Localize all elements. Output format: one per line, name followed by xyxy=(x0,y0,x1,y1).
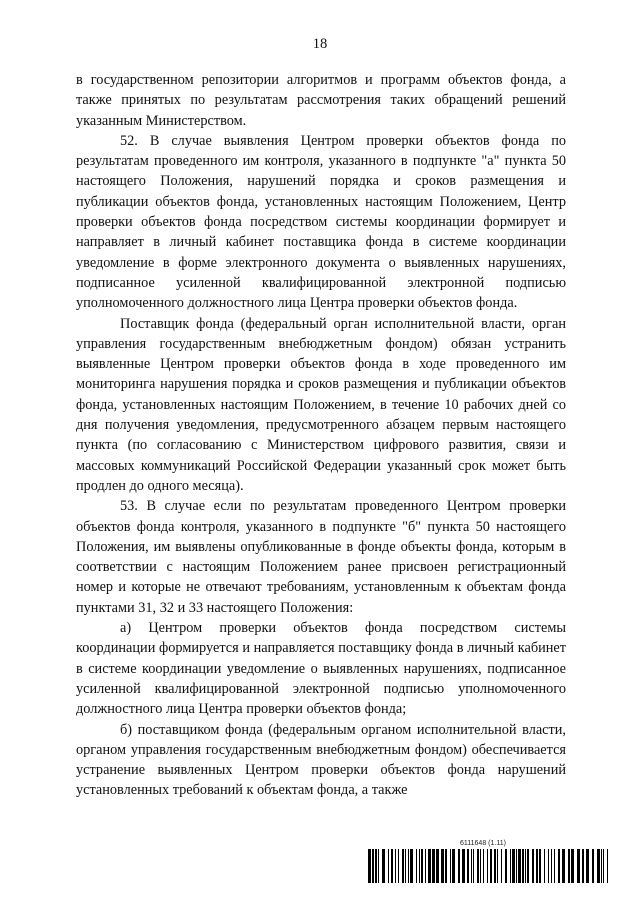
paragraph-item-52: 52. В случае выявления Центром проверки объектов фонда по результатам проведенного им контроля, указанного в подпункте "а" пункта 50 настоящего Положения, нарушений порядка и сроков размещения и публикации объектов фонда, установленных настоящим Положением, Центр проверки объектов фонда посредством системы координации формирует и направляет в личный кабинет поставщика фонда в системе координации уведомление в форме электронного документа о выявленных нарушениях, подписанное усиленной квалифицированной электронной подписью уполномоченного должностного лица Центра проверки объектов фонда. xyxy=(76,132,566,312)
paragraph-continuation: в государственном репозитории алгоритмов и программ объектов фонда, а также принятых по результатам рассмотрения таких обращений решений указанным Министерством. xyxy=(76,72,566,129)
paragraph-item-53: 53. В случае если по результатам проведенного Центром проверки объектов фонда контроля, указанного в подпункте "б" пункта 50 настоящего Положения, им выявлены опубликованные в фонде объекты фонда, которым в соответствии с настоящим Положением ранее присвоен регистрационный номер и которые не отвечают требованиям, установленным к объектам фонда пунктами 31, 32 и 33 настоящего Положения: xyxy=(76,498,566,616)
barcode-icon xyxy=(368,849,608,883)
paragraph-subitem-b: б) поставщиком фонда (федеральным органом исполнительной власти, органом управления государственным внебюджетным фондом) обеспечивается устранение выявленных Центром проверки объектов фонда нарушений установленных требований к объектам фонда, а также xyxy=(76,721,566,799)
document-barcode xyxy=(368,840,608,885)
paragraph-supplier-obligation: Поставщик фонда (федеральный орган исполнительной власти, орган управления государственным внебюджетным фондом) обязан устранить выявленные Центром проверки объектов фонда в ходе проведенного им мониторинга нарушения порядка и сроков размещения и публикации объектов фонда, установленных настоящим Положением, в течение 10 рабочих дней со дня получения уведомления, предусмотренного абзацем первым настоящего пункта (по согласованию с Министерством цифрового развития, связи и массовых коммуникаций Российской Федерации указанный срок может быть продлен до одного месяца). xyxy=(76,315,566,494)
document-body xyxy=(76,70,566,801)
barcode-id-text: 6111648 (1.11) xyxy=(460,840,506,847)
page-number: 18 xyxy=(312,36,328,52)
paragraph-subitem-a: а) Центром проверки объектов фонда посредством системы координации формируется и направляется поставщику фонда в личный кабинет в системе координации уведомление о выявленных нарушениях, подписанное усиленной квалифицированной электронной подписью уполномоченного должностного лица Центра проверки объектов фонда; xyxy=(76,620,566,718)
